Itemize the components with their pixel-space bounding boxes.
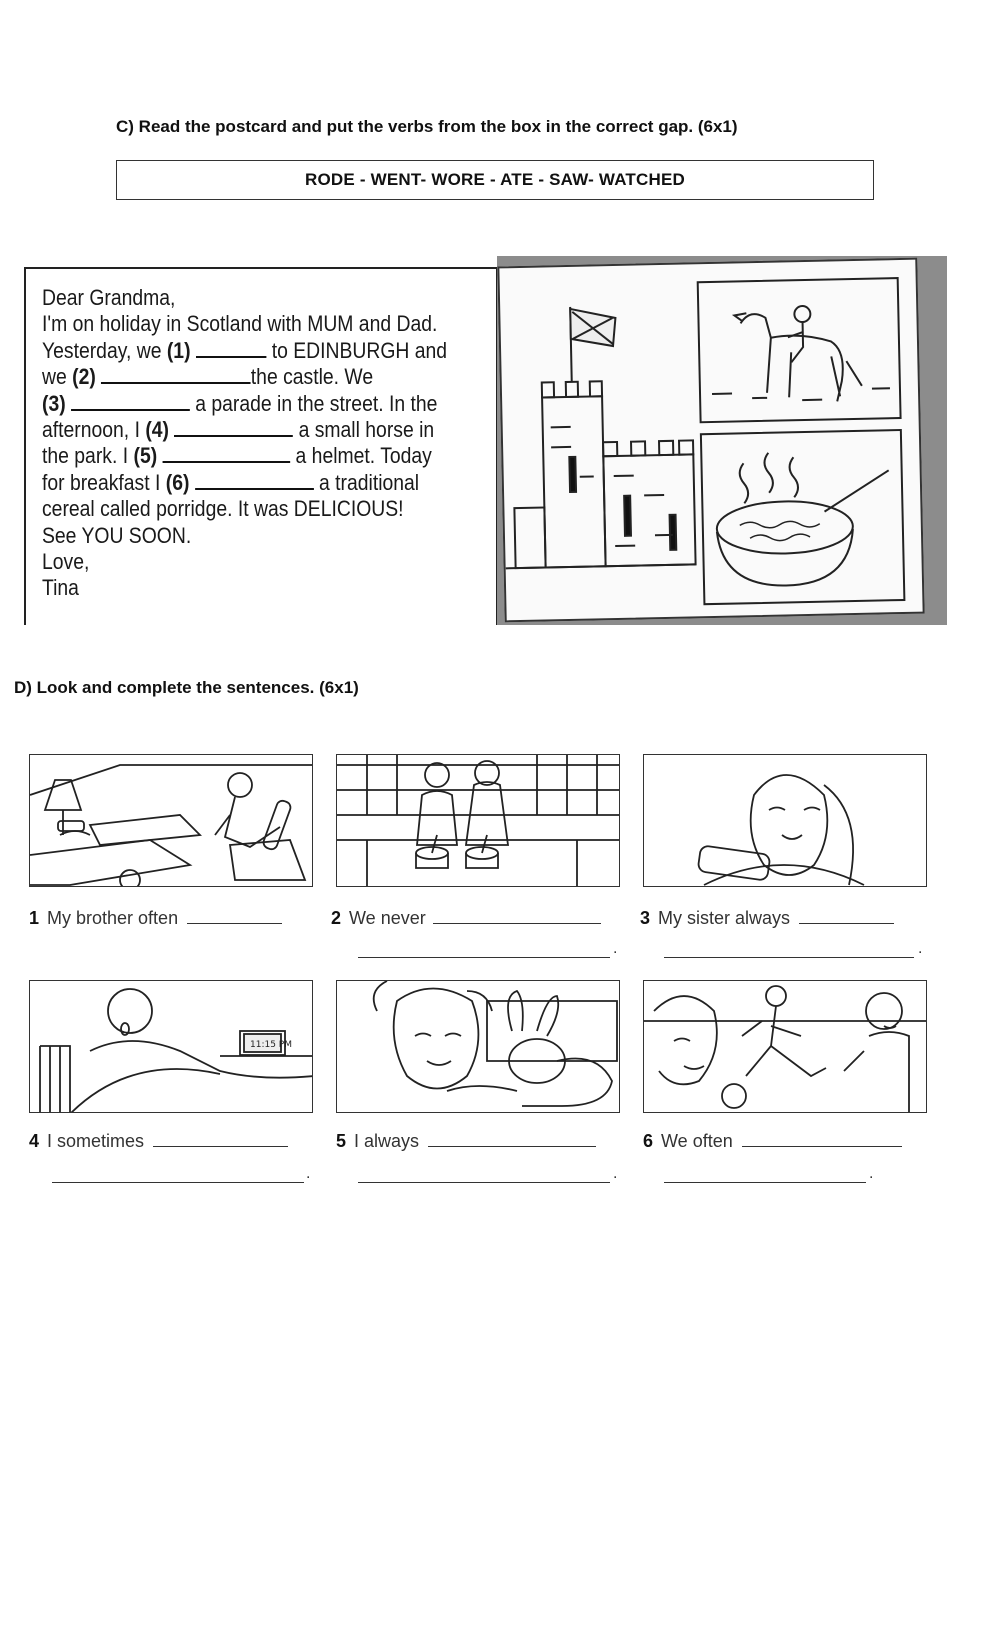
sentence-1-text: My brother often <box>47 908 179 928</box>
postcard-line-6 <box>42 443 436 469</box>
period-3: . <box>918 940 923 957</box>
picture-5-rabbit <box>336 980 620 1113</box>
gap-number-6: (6) <box>165 469 190 495</box>
text: to EDINBURGH and <box>271 337 448 363</box>
sentence-5 <box>336 1131 596 1152</box>
postcard-line-10: Love, <box>42 549 90 575</box>
sentence-3-number: 3 <box>640 908 651 928</box>
gap-number-4: (4) <box>145 417 170 443</box>
castle-illustration <box>500 304 695 568</box>
gap-2[interactable] <box>101 364 251 384</box>
sentence-3-text: My sister always <box>658 908 791 928</box>
text: we <box>42 364 67 390</box>
picture-3-video-game <box>643 754 927 887</box>
period-5: . <box>613 1165 618 1182</box>
answer-continuation-2[interactable] <box>358 956 610 958</box>
text: a parade in the street. In the <box>195 390 438 416</box>
porridge-bowl-illustration <box>715 450 891 587</box>
postcard-picture <box>497 258 924 623</box>
verb-box: RODE - WENT- WORE - ATE - SAW- WATCHED <box>116 160 874 200</box>
sentence-2-number: 2 <box>331 908 342 928</box>
text: afternoon, I <box>42 417 140 443</box>
answer-line-2[interactable] <box>433 909 601 924</box>
postcard-text-panel <box>24 267 498 625</box>
sentence-6-text: We often <box>661 1131 733 1151</box>
postcard-line-5 <box>42 417 436 443</box>
sentence-4-text: I sometimes <box>47 1131 145 1151</box>
text: a traditional <box>319 469 420 495</box>
gap-5[interactable] <box>163 443 291 463</box>
picture-1-bedroom <box>29 754 313 887</box>
picture-6-football <box>643 980 927 1113</box>
answer-line-6[interactable] <box>742 1132 902 1147</box>
sentence-1-number: 1 <box>29 908 40 928</box>
answer-continuation-5[interactable] <box>358 1181 610 1183</box>
text: a small horse in <box>298 417 435 443</box>
answer-continuation-3[interactable] <box>664 956 914 958</box>
sentence-6-number: 6 <box>643 1131 654 1151</box>
sentence-2-text: We never <box>349 908 426 928</box>
postcard-line-11: Tina <box>42 575 79 601</box>
answer-continuation-6[interactable] <box>664 1181 866 1183</box>
answer-line-5[interactable] <box>428 1132 596 1147</box>
picture-4-waking-up <box>29 980 313 1113</box>
sentence-5-text: I always <box>354 1131 420 1151</box>
answer-line-4[interactable] <box>153 1132 288 1147</box>
postcard-picture-panel <box>497 256 947 625</box>
postcard-line-9: See YOU SOON. <box>42 522 192 548</box>
porridge-frame <box>701 430 905 604</box>
gap-6[interactable] <box>195 470 314 490</box>
picture-2-kitchen <box>336 754 620 887</box>
text: the castle. We <box>250 364 374 390</box>
postcard-line-7 <box>42 470 436 496</box>
postcard-line-4 <box>42 391 436 417</box>
gap-4[interactable] <box>174 417 293 437</box>
sentence-6 <box>643 1131 902 1152</box>
postcard-line-3 <box>42 364 436 390</box>
period-2: . <box>613 940 618 957</box>
gap-3[interactable] <box>71 391 190 411</box>
sentence-3 <box>640 908 894 929</box>
gap-number-3: (3) <box>42 390 66 416</box>
gap-number-5: (5) <box>133 443 158 469</box>
text: a helmet. Today <box>295 443 432 469</box>
answer-line-1[interactable] <box>187 909 282 924</box>
gap-number-1: (1) <box>166 337 191 363</box>
sentence-4-number: 4 <box>29 1131 40 1151</box>
sentence-5-number: 5 <box>336 1131 347 1151</box>
part-d-instruction: D) Look and complete the sentences. (6x1) <box>14 678 359 697</box>
sentence-2 <box>331 908 601 929</box>
period-4: . <box>306 1165 311 1182</box>
postcard-line-2 <box>42 337 448 364</box>
postcard-line-1: I'm on holiday in Scotland with MUM and Dad. <box>42 311 438 337</box>
postcard-line-8: cereal called porridge. It was DELICIOUS! <box>42 496 404 522</box>
horse-frame <box>698 278 901 422</box>
answer-continuation-4[interactable] <box>52 1181 304 1183</box>
gap-number-2: (2) <box>72 364 96 390</box>
answer-line-3[interactable] <box>799 909 894 924</box>
postcard-greeting: Dear Grandma, <box>42 285 176 310</box>
period-6: . <box>869 1165 874 1182</box>
clock-text: 11:15 PM <box>250 1040 292 1050</box>
text: the park. I <box>42 443 129 469</box>
horse-rider-illustration <box>710 304 890 404</box>
part-c-instruction: C) Read the postcard and put the verbs from the box in the correct gap. (6x1) <box>116 117 738 136</box>
sentence-1 <box>29 908 282 929</box>
text: for breakfast I <box>42 469 161 495</box>
sentence-4 <box>29 1131 288 1152</box>
gap-1[interactable] <box>196 338 266 358</box>
text: Yesterday, we <box>42 337 162 363</box>
postcard-text <box>42 285 490 602</box>
